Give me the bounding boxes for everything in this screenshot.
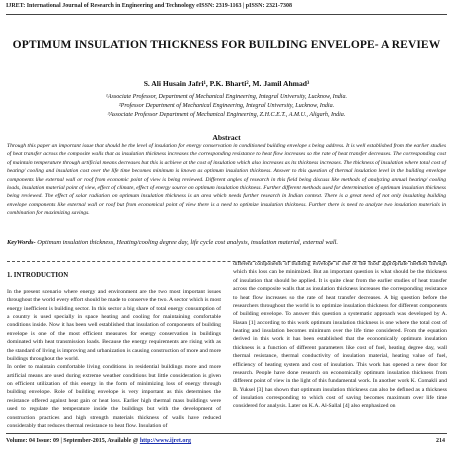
authors: S. Ali Husain Jafri¹, P.K. Bharti², M. Jamil Ahmad³ — [143, 79, 310, 88]
abstract-text: Through this paper an important issue that should be the level of insulation for energy conservation in conditioned building envelope s being address. It is well established from the earlier studies of heat transfer across the composite walls that as insulation thickness increases the corresponding resistance to heat flow increases so the rate of heat transfer decreases. The corresponding cost of maintain temperature through artificial means decreases but this is achieve at the cost of insulation which also increases as its thickness increases. The thickness of insulation where total cost of heating/ cooling and insulation cost over the life time becomes minimum is known as optimum insulation thickness. Answer to this question of thermal insulation level in the building envelope components like external wall or roof from economic point of view is being reviewed. Different angles of research in this field being discuss like methods of analyzing annual heating/ cooling loads, insulation material point of view, effect of climate, effect of energy source on optimum insulation thickness. Further different methods used for determination of optimum insulation thickness being reviewed. The effect of solar radiation on optimum insulation thickness is an area which needs further research in Indian context. There is a great need of not only insulating building envelope components like external wall or roof but from economical point of view there is a need to optimize insulation thickness. Further there is need to analyze two insulation materials in combination for maximizing savings. — [7, 143, 446, 217]
affiliation-3: ³Associate Professor Department of Mechanical Engineering, Z.H.C.E.T., A.M.U., Aligarh, India. — [107, 111, 346, 118]
footer-divider — [6, 433, 447, 434]
header-divider — [6, 14, 447, 15]
body-text-right: different components of building envelope is one of the most appropriate method through which this loss can be minimized. But an important question is what should be the thickness of insulation that should be applied. It is quite clear from the earlier studies of heat transfer across the composite walls that as insulation thickness increases the corresponding resistance to heat flow increases so the rate of heat transfer decreases. A big question before the researchers throughout the world is to optimize insulation thickness for different components of building envelope. To answer this question a systematic approach was developed by A. Hasan [1] according to this work optimum insulation thickness is one where the total cost of heating and insulation becomes minimum over the life time considered. From the equation derived in this work it has been established that the economically optimum insulation thickness is a function of different parameters like cost of fuel, heating degree day, wall thermal resistance, thermal conductivity of insulation material, heating value of fuel, efficiency of heating system and cost of insulation. This work has opened a new door for research. People have done research on economically optimum insulation thickness from different point of view in the light of this fundamental work. In another work K. Comakli and B. Yuksel [3] has shown that optimum insulation thickness can also be defined as a thickness of insulation corresponding to which cost of saving becomes maximum over life time considered for analysis. Later on K.A. Al-Sallal [4] also emphasized on — [233, 261, 447, 410]
keywords — [7, 238, 446, 249]
section-heading-introduction: 1. INTRODUCTION — [7, 272, 69, 279]
keywords-label: KeyWords- — [7, 239, 36, 246]
body-column-left — [7, 271, 221, 430]
page-number: 214 — [436, 438, 445, 444]
affiliations — [10, 93, 443, 119]
affiliation-2: ²Professor Department of Mechanical Engineering, Integral University, Lucknow, India. — [118, 102, 335, 109]
journal-url-link[interactable]: http://www.ijret.org — [139, 438, 192, 444]
footer-volume-info — [6, 438, 191, 444]
footer-volume: Volume: 04 Issue: 09 | September-2015, Available @ — [6, 438, 139, 444]
body-text-left: In the present scenario where energy and environment are the two most important issues throughout the world every effort should be made to conserve the two. A sector which is most energy inefficient is building sector. In this sector a big share of total energy consumption of a country is used specially in space heating and cooling for maintaining comfortable conditions inside. Now it has been well established that insulation of components of building envelope is one of the most efficient measures for energy conservation in buildings dominated with heat transmission loads. Because the energy requirements are rising with as the standard of living is improving and urbanization is causing construction of more and more buildings throughout the world. In order to maintain comfortable living conditions in residential buildings more and more artificial means are used during extreme weather conditions but little consideration is given on efficient utilization of this energy in the form of minimizing loss of energy through building envelope. Role of building envelope is very important as this determines the resistance offered against heat gain or heat loss. Earlier high thermal mass buildings were used to regulate the temperature inside the buildings but with the development of construction practices and high strength materials thickness of walls have reduced considerably that reduces thermal resistance to heat flow. Insulation of — [7, 288, 221, 429]
abstract-heading: Abstract — [212, 133, 241, 142]
keywords-text: Optimum insulation thickness, Heating/cooling degree day, life cycle cost analysis, insulation material, external wall. — [35, 239, 339, 246]
affiliation-1: ¹Associate Professor, Department of Mechanical Engineering, Integral University, Lucknow, India. — [105, 94, 348, 100]
body-column-right — [233, 260, 447, 411]
paper-title: OPTIMUM INSULATION THICKNESS FOR BUILDING ENVELOPE- A REVIEW — [12, 39, 441, 51]
journal-header: IJRET: International Journal of Research in Engineering and Technology eISSN: 2319-1163 | pISSN: 2321-7308 — [6, 3, 292, 9]
